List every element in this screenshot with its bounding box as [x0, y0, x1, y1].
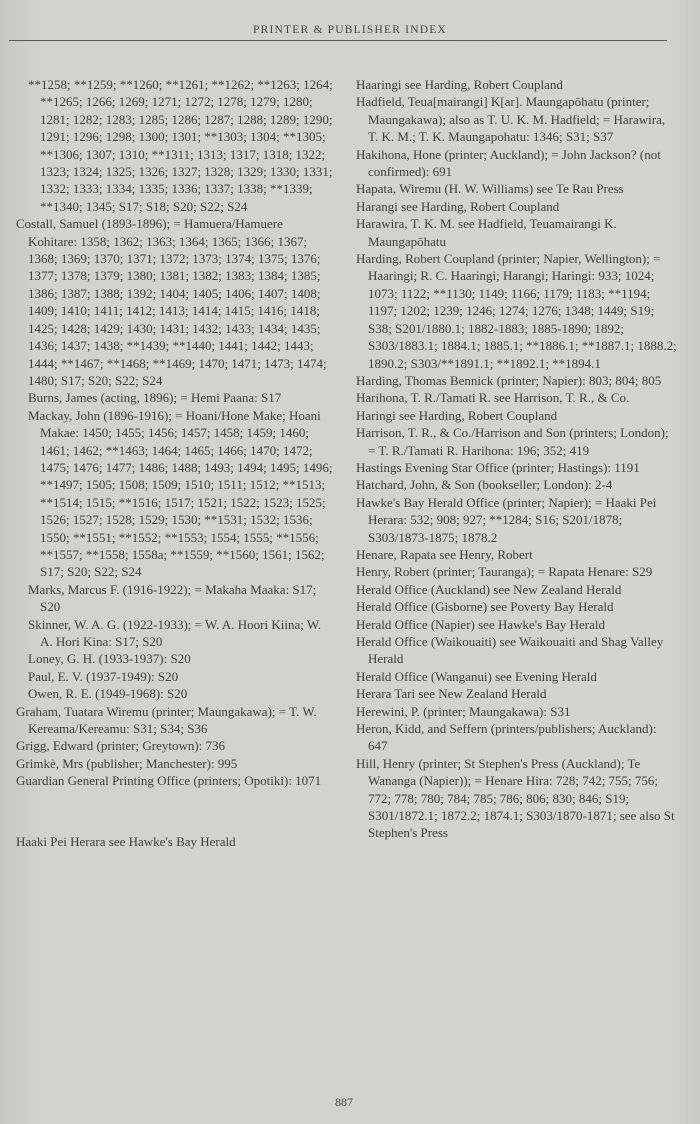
index-entry: Harding, Robert Coupland (printer; Napier, Wellington); = Haaringi; R. C. Haaringi; Harangi; Haringi: 933; 1024; 1073; 1122; **1130; 1149; 1166; 1179; 1183; **1194; 1197; 1202; 1239; 1246; 1274; 1276; 1348; 1449; S19; S38; S201/1880.1; 1882-1883; 1885-1890; 1892; S303/1883.1; 1884.1; 1885.1; **1886.1; **1887.1; 1888.2; 1890.2; S303/**1891.1; **1892.1; **1894.1 [356, 251, 677, 371]
index-entry: Haaki Pei Herara see Hawke's Bay Herald [16, 834, 236, 850]
index-entry: Guardian General Printing Office (printers; Opotiki): 1071 [16, 773, 322, 789]
index-entry: Grimkè, Mrs (publisher; Manchester): 995 [16, 755, 238, 771]
index-entry: Paul, E. V. (1937-1949): S20 [28, 668, 179, 684]
index-entry: Loney, G. H. (1933-1937): S20 [28, 651, 191, 667]
index-entry: Costall, Samuel (1893-1896); = Hamuera/Hamuere Kohitare: 1358; 1362; 1363; 1364; 1365; 1366; 1367; 1368; 1369; 1370; 1371; 1372; 1373; 1374; 1375; 1376; 1377; 1378; 1379; 1380; 1381; 1382; 1383; 1384; 1385; 1386; 1387; 1388; 1392; 1404; 1405; 1406; 1407; 1408; 1409; 1410; 1411; 1412; 1413; 1414; 1415; 1416; 1418; 1425; 1428; 1429; 1430; 1431; 1432; 1433; 1434; 1435; 1436; 1437; 1438; **1439; **1440; 1441; 1442; 1443; 1444; **1467; **1468; **1469; 1470; 1471; 1473; 1474; 1480; S17; S20; S22; S24 [16, 216, 327, 388]
index-entry: Harding, Thomas Bennick (printer; Napier): 803; 804; 805 [356, 372, 662, 388]
header-rule [9, 40, 667, 41]
index-entry: Mackay, John (1896-1916); = Hoani/Hone Make; Hoani Makae: 1450; 1455; 1456; 1457; 1458; 1459; 1460; 1461; 1462; **1463; 1464; 1465; 1466; 1470; 1472; 1475; 1476; 1477; 1486; 1488; 1493; 1494; 1495; 1496; **1497; 1505; 1508; 1509; 1510; 1511; 1512; **1513; **1514; 1515; **1516; 1517; 1521; 1522; 1523; 1525; 1526; 1527; 1528; 1529; 1530; **1531; 1532; 1536; 1550; **1551; **1552; **1553; 1554; 1555; **1556; **1557; **1558; 1558a; **1559; **1560; 1561; 1562; S17; S20; S22; S24 [28, 407, 333, 580]
index-entry: Burns, James (acting, 1896); = Hemi Paana: S17 [28, 390, 282, 406]
index-entry: Heron, Kidd, and Seffern (printers/publishers; Auckland): 647 [356, 721, 657, 754]
index-entry: **1258; **1259; **1260; **1261; **1262; **1263; 1264; **1265; 1266; 1269; 1271; 1272; 1278; 1279; 1280; 1281; 1282; 1283; 1285; 1286; 1287; 1288; 1289; 1290; 1291; 1296; 1298; 1300; 1301; **1303; 1304; **1305; **1306; 1307; 1310; **1311; 1313; 1317; 1318; 1322; 1323; 1324; 1325; 1326; 1327; 1328; 1329; 1330; 1331; 1332; 1333; 1334; 1335; 1336; 1337; 1338; **1339; **1340; 1345; S17; S18; S20; S22; S24 [28, 77, 333, 214]
index-entry: Hadfield, Teua[mairangi] K[ar]. Maungapōhatu (printer; Maungakawa); also as T. U. K. M. Hadfield; = Harawira, T. K. M.; T. K. Maungapohatu: 1346; S31; S37 [356, 94, 666, 145]
index-entry: Herald Office (Napier) see Hawke's Bay Herald [356, 616, 605, 632]
index-entry: Harihona, T. R./Tamati R. see Harrison, T. R., & Co. [356, 390, 630, 406]
index-entry: Owen, R. E. (1949-1968): S20 [28, 686, 188, 702]
page-number: 887 [335, 1095, 353, 1109]
index-entry: Henry, Robert (printer; Tauranga); = Rapata Henare: S29 [356, 564, 653, 580]
left-column [16, 76, 334, 850]
index-entry: Haringi see Harding, Robert Coupland [356, 407, 558, 423]
index-entry: Skinner, W. A. G. (1922-1933); = W. A. Hoori Kiina; W. A. Hori Kina: S17; S20 [28, 616, 322, 649]
index-entry: Marks, Marcus F. (1916-1922); = Makaha Maaka: S17; S20 [28, 581, 317, 615]
blank-line [16, 803, 334, 820]
index-entry: Herara Tari see New Zealand Herald [356, 686, 547, 702]
index-entry: Hawke's Bay Herald Office (printer; Napier); = Haaki Pei Herara: 532; 908; 927; **1284; S16; S201/1878; S303/1873-1875; 1878.2 [356, 494, 657, 545]
index-entry: Herewini, P. (printer; Maungakawa): S31 [356, 703, 571, 719]
index-entry: Herald Office (Gisborne) see Poverty Bay Herald [356, 599, 614, 615]
index-entry: Herald Office (Waikouaiti) see Waikouaiti and Shag Valley Herald [356, 634, 664, 667]
index-entry: Haaringi see Harding, Robert Coupland [356, 77, 563, 92]
index-entry: Hastings Evening Star Office (printer; Hastings): 1191 [356, 459, 640, 475]
index-entry: Hatchard, John, & Son (bookseller; London): 2-4 [356, 477, 613, 493]
index-entry: Graham, Tuatara Wiremu (printer; Maungakawa); = T. W. Kereama/Kereamu: S31; S34; S36 [16, 703, 317, 737]
index-entry: Hill, Henry (printer; St Stephen's Press (Auckland); Te Wananga (Napier)); = Henare Hira: 728; 742; 755; 756; 772; 778; 780; 784; 785; 786; 806; 830; 846; S19; S301/1872.1; 1872.2; 1874.1; S303/1870-1871; see also St Stephen's Press [356, 755, 675, 841]
index-entry: Henare, Rapata see Henry, Robert [356, 546, 533, 562]
right-column [356, 76, 678, 842]
index-entry: Harangi see Harding, Robert Coupland [356, 198, 560, 214]
index-entry: Grigg, Edward (printer; Greytown): 736 [16, 738, 226, 754]
index-entry: Harrison, T. R., & Co./Harrison and Son (printers; London); = T. R./Tamati R. Harihona: 196; 352; 419 [356, 425, 669, 458]
index-entry: Hapata, Wiremu (H. W. Williams) see Te Rau Press [356, 181, 624, 197]
index-entry: Hakihona, Hone (printer; Auckland); = John Jackson? (not confirmed): 691 [356, 146, 661, 180]
index-entry: Herald Office (Auckland) see New Zealand Herald [356, 581, 622, 597]
index-entry: Harawira, T. K. M. see Hadfield, Teuamairangi K. Maungapōhatu [356, 216, 617, 249]
running-head: PRINTER & PUBLISHER INDEX [253, 24, 447, 36]
index-entry: Herald Office (Wanganui) see Evening Herald [356, 668, 597, 684]
